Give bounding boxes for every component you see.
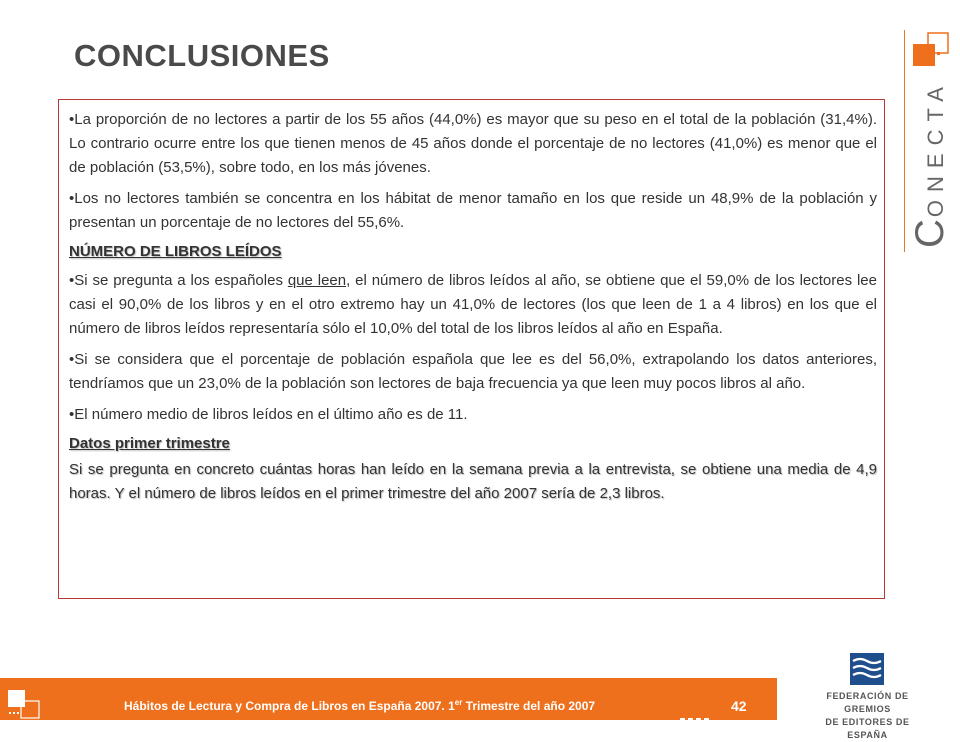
dots-icon: [680, 709, 712, 727]
federation-logo-text: FEDERACIÓN DE GREMIOS DE EDITORES DE ESPAÑA: [825, 691, 910, 740]
section-heading: NÚMERO DE LIBROS LEÍDOS: [69, 243, 282, 260]
section-heading: Datos primer trimestre: [69, 435, 230, 452]
conclusions-box: [58, 99, 885, 599]
brand-squares-icon: [912, 30, 952, 72]
paragraph: •Si se considera que el porcentaje de población española que lee es del 56,0%, extrapolando los datos anteriores, tendríamos que un 23,0% de la población son lectores de baja frecuencia ya que leen muy pocos libros al año.: [69, 351, 877, 392]
footer-squares-icon: [6, 688, 42, 720]
federation-logo-icon: [850, 653, 884, 685]
paragraph: •La proporción de no lectores a partir de los 55 años (44,0%) es mayor que su peso en el total de la población (31,4%). Lo contrario ocurre entre los que tienen menos de 45 años donde el porcentaje de no lectores (41,0%) es menor que el de población (53,5%), sobre todo, en los más jóvenes.: [69, 111, 877, 176]
paragraph: Si se pregunta en concreto cuántas horas han leído en la semana previa a la entrevista, se obtiene una media de 4,9 horas. Y el número de libros leídos en el primer trimestre del año 2007 sería de 2,3 libros.: [69, 461, 877, 502]
page-title: CONCLUSIONES: [74, 38, 330, 73]
paragraph: •El número medio de libros leídos en el último año es de 11.: [69, 406, 468, 423]
paragraph: •Los no lectores también se concentra en los hábitat de menor tamaño en los que reside un 48,9% de la población y presentan un porcentaje de no lectores del 55,6%.: [69, 190, 877, 231]
brand-divider: [904, 30, 905, 252]
page-number: 42: [731, 698, 747, 714]
footer-bar: [0, 678, 777, 720]
footer-caption: Hábitos de Lectura y Compra de Libros en España 2007. 1er Trimestre del año 2007: [124, 698, 596, 713]
paragraph: •Si se pregunta a los españoles que leen, el número de libros leídos al año, se obtiene que el 59,0% de los lectores lee casi el 90,0% de los libros y en el otro extremo hay un 41,0% de lectores (los que leen de 1 a 4 libros) en los que el número de libros leídos representaría sólo el 10,0% del total de los libros leídos al año en España.: [69, 272, 877, 337]
brand-wordmark: CONECTA: [908, 79, 952, 248]
